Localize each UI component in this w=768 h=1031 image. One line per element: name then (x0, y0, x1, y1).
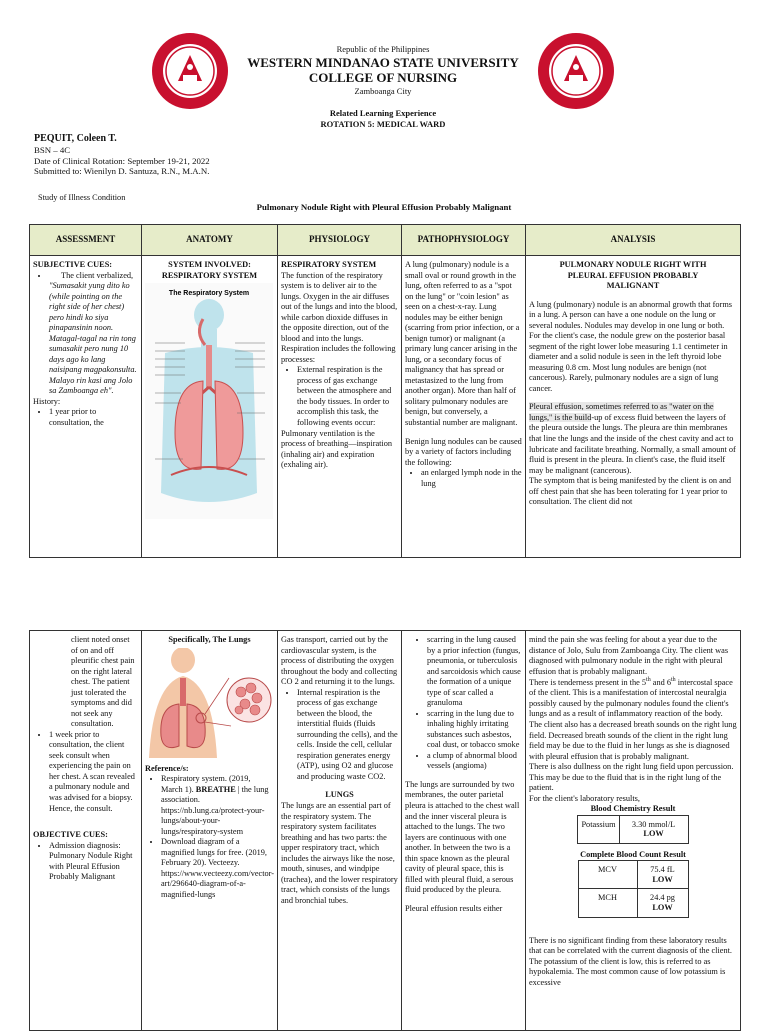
university-seal-right (536, 31, 616, 111)
table-row (578, 815, 688, 843)
analysis-cell (526, 631, 741, 1031)
reference-heading: Reference/s: (145, 763, 189, 773)
assessment-cell (30, 256, 142, 558)
table-row (30, 256, 741, 558)
analysis-text: There is no significant finding from these laboratory results that can be correlated with the current diagnosis of the client. The potassium of the client is low, this is referred to as hypokalemia. The most common cause of low potassium is excessive (529, 935, 732, 987)
patho-text: Pleural effusion results either (405, 903, 503, 913)
col-physiology: PHYSIOLOGY (278, 225, 402, 256)
head-shape (171, 648, 195, 673)
lab-value: 75.4 fL LOW (637, 861, 688, 889)
pathophysiology-cell (402, 631, 526, 1031)
student-name: PEQUIT, Coleen T. (34, 133, 117, 144)
rotation-line: ROTATION 5: MEDICAL WARD (320, 118, 446, 129)
list-item: • Internal respiration is the process of gas exchange between the blood, the interstitial fluids (fluids surrounding the cells), and the cells. Inside the cell, cellular respiration generates energy (ATP), using O2 and glucose and producing waste CO2. (297, 688, 398, 783)
physiology-heading: RESPIRATORY SYSTEM (281, 260, 377, 269)
list-item: • 1 year prior to consultation, the (49, 407, 138, 428)
list-item: • Respiratory system. (2019, March 1). BREATHE | the lung association. https://nb.lung.ca/protect-your-lungs/about-your-lungs/respiratory-system (161, 774, 274, 837)
diagram-title: The Respiratory System (168, 290, 250, 298)
list-item: • scarring in the lung due to inhaling highly irritating substances such asbestos, coal dust, or tobacco smoke (427, 709, 522, 751)
experience-line: Related Learning Experience (329, 107, 437, 118)
lab-name: MCV (578, 861, 637, 889)
trachea-shape (180, 678, 186, 706)
chemistry-table (577, 815, 688, 844)
table-row (578, 861, 688, 889)
document-title: Pulmonary Nodule Right with Pleural Effusion Probably Malignant (256, 202, 512, 212)
analysis-text: There is also dullness on the right lung field upon percussion. This may be due to the fluid that is in the right lung of the patient. (529, 762, 734, 793)
lab-value: 24.4 pg LOW (637, 889, 688, 917)
analysis-heading: PULMONARY NODULE RIGHT WITH PLEURAL EFFUSION PROBABLY MALIGNANT (559, 260, 707, 291)
lab-name: MCH (578, 889, 637, 917)
lungs-heading: Specifically, The Lungs (168, 635, 251, 644)
anatomy-cell (142, 256, 278, 558)
chemistry-title: Blood Chemistry Result (590, 804, 676, 814)
physiology-cell (278, 256, 402, 558)
subjective-list (33, 271, 138, 397)
table-row (30, 631, 741, 1031)
cbc-table (578, 860, 689, 917)
patho-text: The lungs are surrounded by two membranes, the outer parietal pleura is attached to the chest wall and the inner visceral pleura is attached to the lungs. The two layers are continuous with one another. In between the two is a thin space known as the pleural cavity of pleural space, this is filled with pleural fluid, a serous fluid produced by the pleura. (405, 779, 520, 895)
subjective-heading: SUBJECTIVE CUES: (33, 260, 113, 269)
university-seal-left (150, 31, 230, 111)
patho-text: Benign lung nodules can be caused by a variety of factors including the following: (405, 436, 522, 467)
republic-line: Republic of the Philippines (336, 44, 430, 54)
trachea-shape (206, 345, 212, 389)
history-label: History: (33, 396, 61, 406)
col-assessment: ASSESSMENT (30, 225, 142, 256)
analysis-text: A lung (pulmonary) nodule is an abnormal growth that forms in a lung. A person can have a one nodule on the lung or several nodules. Nodules may develop in one lung or both. For the client's case, the nodule grew on the posterior basal segment of the right lower lobe measuring 1.1 centimeter in diameter and a solid nodule is seen in the left thyroid lobe measuring 0.8 cm. Most lung nodules are benign (not cancerous). Rarely, pulmonary nodules are a sign of lung cancer. (529, 299, 733, 393)
analysis-text: Pleural effusion, sometimes referred to as "water on the lungs," is the build-up of excess fluid between the layers of the pleura outside the lungs. The pleura are thin membranes that line the lungs and the inside of the chest cavity and act to lubricate and facilitate breathing. Normally, a small amount of fluid is present in the pleura. In client's case, the fluid itself may be malignant (cancerous). (529, 402, 736, 475)
city-line: Zamboanga City (354, 85, 412, 96)
analysis-text: For the client's laboratory results, (529, 793, 640, 803)
magnify-line (205, 678, 229, 714)
analysis-cell (526, 256, 741, 558)
analysis-text: mind the pain she was feeling for about a year due to the distance of Jolo, Sulu from Zamboanga City. The client was diagnosed with pulmonary nodule in the right with pleural effusion that is probably malignant. (529, 635, 729, 676)
assessment-cell (30, 631, 142, 1031)
col-pathophysiology: PATHOPHYSIOLOGY (402, 225, 526, 256)
lab-name: Potassium (578, 815, 619, 843)
list-item: • The client verbalized, "Sumasakit yung dito ko (while pointing on the right side of her chest) pero hindi ko siya pinapansinin noon. Matagal-tagal na rin tong sumasakit pero nung 10 days ago ko lang naisipang magpakonsulta. Malayo rin kasi ang Jolo sa Zamboanga eh". (49, 271, 138, 397)
col-analysis: ANALYSIS (526, 225, 741, 256)
student-section: BSN – 4C (34, 145, 71, 155)
list-item: • an enlarged lymph node in the lung (421, 468, 522, 489)
student-info (34, 133, 210, 177)
physiology-text: The lungs are an essential part of the respiratory system. The respiratory system facilitates breathing and has two parts: the upper respiratory tract, which includes the airways like the nose, mouth, sinuses, and windpipe (trachea), and the lower respiratory tract, which consists of the lungs and bronchial tubes. (281, 800, 398, 905)
study-label: Study of Illness Condition (38, 193, 126, 202)
system-involved-heading: SYSTEM INVOLVED: RESPIRATORY SYSTEM (161, 260, 258, 280)
reference-list (145, 774, 274, 900)
list-item: • Admission diagnosis: Pulmonary Nodule Right with Pleural Effusion Probably Malignant (49, 841, 138, 883)
highlighted-text: Pleural effusion, sometimes referred to as "water on the lungs," is the build (529, 402, 714, 422)
anatomy-cell (142, 631, 278, 1031)
analysis-text: The client also has a decreased breath sounds on the right lung field. Decreased breath sounds of the client in the right lung field may be due to the fluid in her lungs as she is diagnosed with pleural effusion that is probably malignant. (529, 720, 737, 761)
assessment-text: client noted onset of on and off pleurific chest pain on the right lateral chest. The patient just tolerated the symptoms and did not seek any consultation. (71, 635, 135, 729)
submitted-to: Submitted to: Wienilyn D. Santuza, R.N., M.A.N. (34, 166, 210, 177)
physiology-cell (278, 631, 402, 1031)
objective-heading: OBJECTIVE CUES: (33, 830, 108, 840)
list-item: • External respiration is the process of gas exchange between the atmosphere and the body tissues. In order to accomplish this task, the following events occur: (297, 365, 398, 428)
pathophysiology-cell (402, 256, 526, 558)
cbc-title: Complete Blood Count Result (580, 849, 686, 859)
physiology-text: Pulmonary ventilation is the process of breathing—inspiration (inhaling air) and expiration (exhaling air). (281, 428, 393, 470)
client-quote: "Sumasakit yung dito ko (while pointing on the right side of her chest) pero hindi ko siya pinapansinin noon. Matagal-tagal na rin tong sumasakit pero nung 10 days ago ko lang naisipang magpakonsulta. Malayo rin kasi ang Jolo sa Zamboanga eh". (49, 281, 137, 396)
patho-text: A lung (pulmonary) nodule is a small oval or round growth in the lung, often referred to as a "spot on the lung" or "coin lesion" as seen on a chest-x-ray. Lung nodules may be either benign (scarring from prior infection, or a benign tumor) or malignant (a primary lung cancer arising in the lung, or a secondary focus of malignancy that has spread or metastasized to the lung from another organ). More than half of solitary pulmonary nodules are benign, but conversely, a substantial number are malignant. (405, 260, 520, 427)
magnified-lungs-diagram (145, 648, 273, 760)
col-anatomy: ANATOMY (142, 225, 278, 256)
analysis-text: There is tenderness present in the 5th and 6th intercostal space of the client. This is a manifestation of intercostal neuralgia possibly caused by the pulmonary nodules found the client's lungs and as a result of inflammatory reaction of the body. (529, 677, 733, 719)
table-row (578, 889, 688, 917)
list-item: • a clump of abnormal blood vessels (angioma) (427, 751, 522, 772)
college-name: COLLEGE OF NURSING (308, 70, 458, 86)
physiology-text: Gas transport, carried out by the cardiovascular system, is the process of distributing the oxygen throughout the body and collecting CO 2 and returning it to the lungs. (281, 635, 398, 687)
list-item: • 1 week prior to consultation, the client seek consult when experiencing the pain on her chest. A scan revealed a pulmonary nodule and was advised for a biopsy. Hence, the consult. (49, 730, 138, 814)
rotation-date: Date of Clinical Rotation: September 19-21, 2022 (34, 155, 210, 166)
university-name: WESTERN MINDANAO STATE UNIVERSITY (247, 54, 519, 70)
lab-value: 3.30 mmol/L LOW (619, 815, 688, 843)
care-table-page2 (29, 630, 741, 1031)
respiratory-system-diagram (145, 283, 273, 519)
list-item: • Download diagram of a magnified lungs for free. (2019, February 20). Vecteezy. https://www.vecteezy.com/vector-art/296640-diagram-of-a-magnified-lungs (161, 837, 274, 900)
list-item: • scarring in the lung caused by a prior infection (fungus, pneumonia, or tuberculosis and sarcoidosis which cause the formation of a unique type of scar called a granuloma (427, 635, 522, 709)
letterhead (230, 44, 536, 129)
table-header-row (30, 225, 741, 256)
care-table-page1 (29, 224, 741, 558)
physiology-text: The function of the respiratory system is to deliver air to the lungs. Oxygen in the air diffuses out of the lungs and into the blood, while carbon dioxide diffuses in the opposite direction, out of the blood and into the lungs. Respiration includes the following processes: (281, 270, 398, 364)
analysis-text: The symptom that is being manifested by the client is on and off chest pain that she has been tolerating for 1 year prior to consultation. The client did not (529, 476, 732, 507)
lungs-subheading: LUNGS (325, 790, 354, 800)
